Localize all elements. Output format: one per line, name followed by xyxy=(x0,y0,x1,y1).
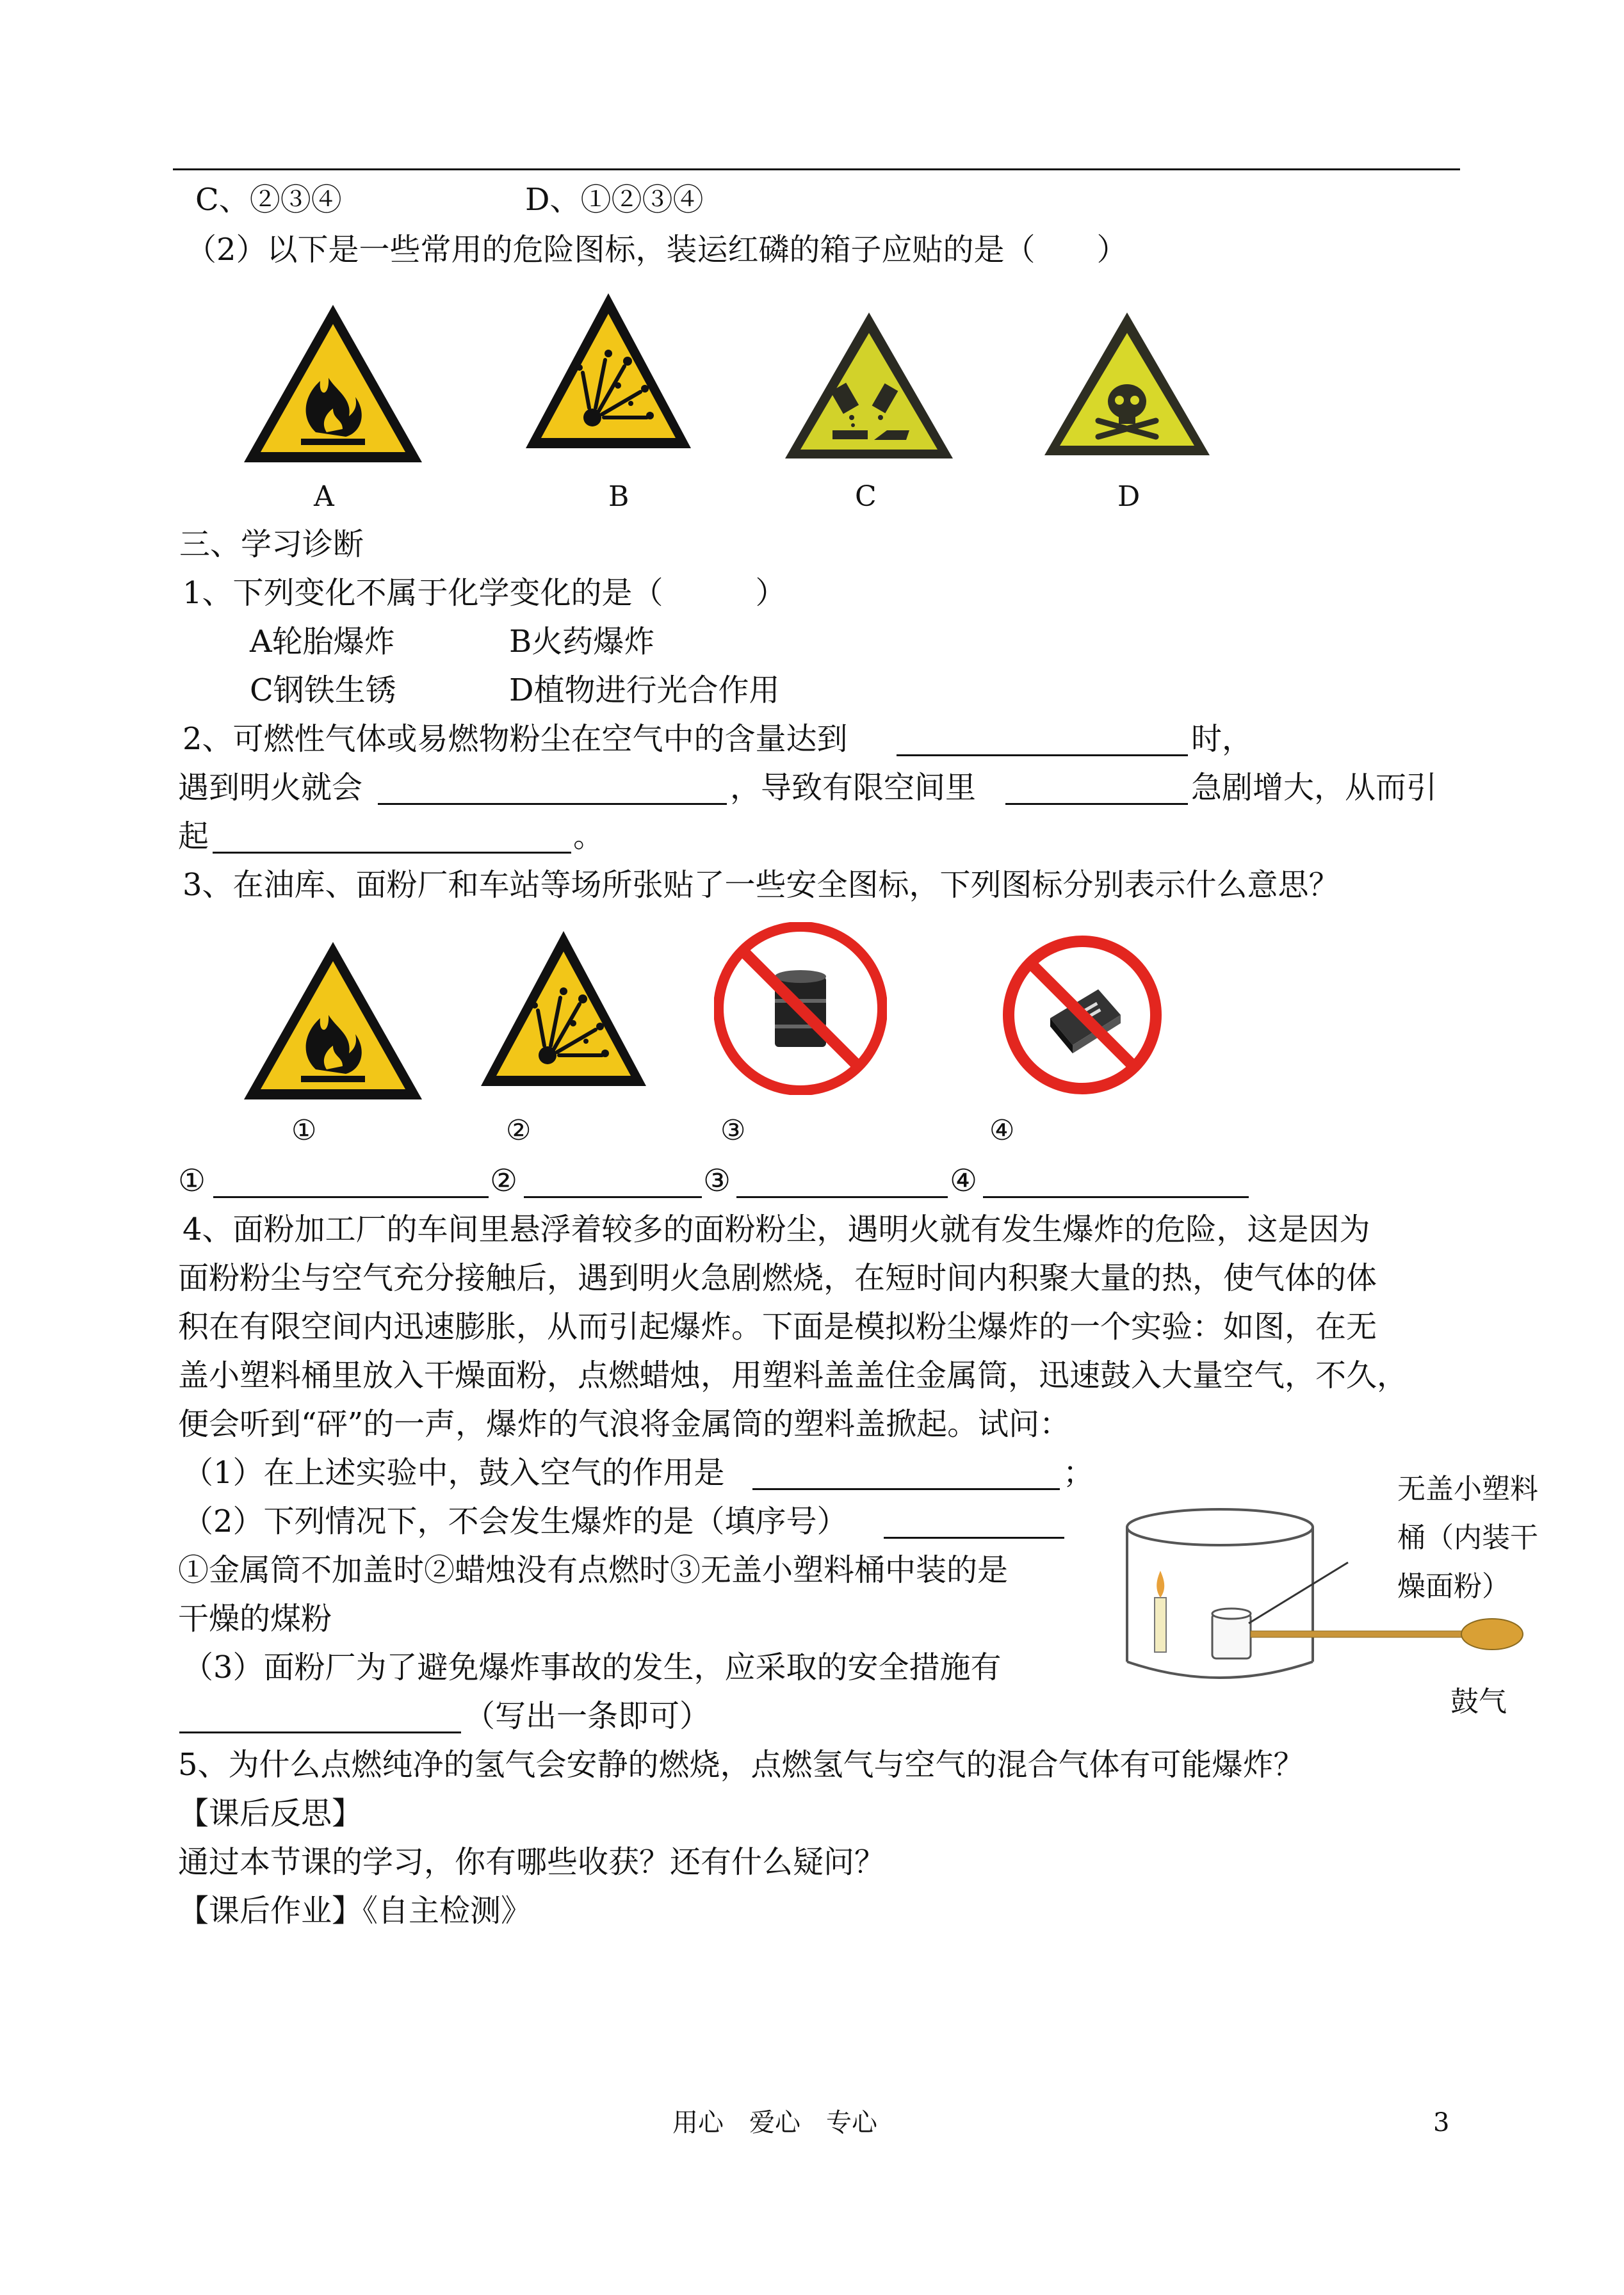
s2-line1-end: 时， xyxy=(1191,721,1253,757)
corrosive-sign-icon xyxy=(781,309,957,462)
s2-line2-end: 急剧增大，从而引 xyxy=(1191,770,1438,806)
s3-blank-3[interactable] xyxy=(736,1196,948,1198)
s2-line2-mid: ，导致有限空间里 xyxy=(730,770,977,806)
explosive-sign-icon xyxy=(477,927,650,1091)
homework-title: 【课后作业】《自主检测》 xyxy=(178,1893,532,1929)
s2-blank-4[interactable] xyxy=(213,852,571,854)
s4-paragraph-line-4: 盖小塑料桶里放入干燥面粉，点燃蜡烛，用塑料盖盖住金属筒，迅速鼓入大量空气，不久， xyxy=(178,1358,1408,1393)
s3-blank-label-1: ① xyxy=(178,1163,206,1199)
s4-q1-blank[interactable] xyxy=(752,1488,1060,1490)
section-title: 三、学习诊断 xyxy=(179,526,364,562)
s4-q3-end: （写出一条即可） xyxy=(464,1698,711,1734)
s2-line3: 起 xyxy=(178,818,209,854)
no-matches-sign-icon xyxy=(1002,935,1162,1095)
s3-question: 3、在油库、面粉厂和车站等场所张贴了一些安全图标，下列图标分别表示什么意思？ xyxy=(183,867,1340,903)
s1-option-a: A轮胎爆炸 xyxy=(250,624,395,660)
s3-label-4: ④ xyxy=(989,1114,1015,1147)
s3-blank-label-4: ④ xyxy=(950,1163,978,1199)
explosive-sign-icon xyxy=(522,289,695,453)
s2-line3-end: 。 xyxy=(573,818,605,854)
s1-option-d: D植物进行光合作用 xyxy=(509,672,780,708)
flammable-sign-icon xyxy=(240,301,426,467)
s4-q1-end: ； xyxy=(1063,1455,1094,1491)
s2-line1: 2、可燃性气体或易燃物粉尘在空气中的含量达到 xyxy=(183,721,848,757)
s3-blank-2[interactable] xyxy=(524,1196,702,1198)
s4-paragraph-line-5: 便会听到“砰”的一声，爆炸的气浪将金属筒的塑料盖掀起。试问： xyxy=(178,1406,1071,1442)
q2-label-d: D xyxy=(1117,480,1141,513)
toxic-sign-icon xyxy=(1041,309,1214,459)
q2-label-b: B xyxy=(608,480,629,513)
s2-blank-3[interactable] xyxy=(1005,803,1188,805)
no-oil-drum-sign-icon xyxy=(714,922,887,1095)
s4-q2-options-line-2: 干燥的煤粉 xyxy=(178,1601,332,1637)
figure-label-bucket-3: 燥面粉） xyxy=(1397,1570,1510,1603)
s2-blank-2[interactable] xyxy=(378,803,727,805)
figure-label-air: 鼓气 xyxy=(1450,1685,1507,1718)
s3-label-1: ① xyxy=(291,1114,317,1147)
s3-blank-label-3: ③ xyxy=(703,1163,731,1199)
s4-q3: （3）面粉厂为了避免爆炸事故的发生，应采取的安全措施有 xyxy=(183,1650,1002,1685)
q2-prompt: （2）以下是一些常用的危险图标，装运红磷的箱子应贴的是（ ） xyxy=(186,232,1128,268)
s4-paragraph-line-1: 4、面粉加工厂的车间里悬浮着较多的面粉粉尘，遇明火就有发生爆炸的危险，这是因为 xyxy=(183,1212,1370,1247)
option-d: D、①②③④ xyxy=(525,182,704,218)
figure-label-bucket-1: 无盖小塑料 xyxy=(1397,1473,1538,1505)
s2-blank-1[interactable] xyxy=(897,754,1188,756)
s1-option-c: C钢铁生锈 xyxy=(250,672,396,708)
page-number: 3 xyxy=(1433,2108,1450,2137)
s1-question: 1、下列变化不属于化学变化的是（ ） xyxy=(183,575,786,611)
q2-label-a: A xyxy=(314,480,334,513)
s3-label-2: ② xyxy=(506,1114,532,1147)
s3-blank-label-2: ② xyxy=(490,1163,518,1199)
s3-blank-4[interactable] xyxy=(983,1196,1249,1198)
reflection-title: 【课后反思】 xyxy=(178,1796,363,1831)
s3-label-3: ③ xyxy=(720,1114,746,1147)
q2-label-c: C xyxy=(855,480,877,513)
s5-question: 5、为什么点燃纯净的氢气会安静的燃烧，点燃氢气与空气的混合气体有可能爆炸？ xyxy=(178,1747,1304,1783)
s4-q1: （1）在上述实验中，鼓入空气的作用是 xyxy=(183,1455,725,1491)
option-c: C、②③④ xyxy=(195,182,342,218)
figure-label-bucket-2: 桶（内装干 xyxy=(1397,1521,1538,1554)
s4-q3-blank[interactable] xyxy=(179,1731,461,1733)
header-rule xyxy=(173,168,1460,170)
reflection-prompt: 通过本节课的学习，你有哪些收获？还有什么疑问？ xyxy=(178,1844,886,1880)
s1-option-b: B火药爆炸 xyxy=(509,624,655,660)
s4-q2-blank[interactable] xyxy=(884,1537,1064,1539)
s4-paragraph-line-2: 面粉粉尘与空气充分接触后，遇到明火急剧燃烧，在短时间内积聚大量的热，使气体的体 xyxy=(178,1260,1377,1296)
s4-q2-options-line-1: ①金属筒不加盖时②蜡烛没有点燃时③无盖小塑料桶中装的是 xyxy=(178,1552,1009,1588)
s4-paragraph-line-3: 积在有限空间内迅速膨胀，从而引起爆炸。下面是模拟粉尘爆炸的一个实验：如图，在无 xyxy=(178,1309,1377,1345)
flammable-sign-icon xyxy=(240,938,426,1105)
footer-motto: 用心 爱心 专心 xyxy=(672,2108,877,2137)
s3-blank-1[interactable] xyxy=(213,1196,489,1198)
s2-line2: 遇到明火就会 xyxy=(178,770,363,806)
s4-q2: （2）下列情况下，不会发生爆炸的是（填序号） xyxy=(183,1504,848,1539)
